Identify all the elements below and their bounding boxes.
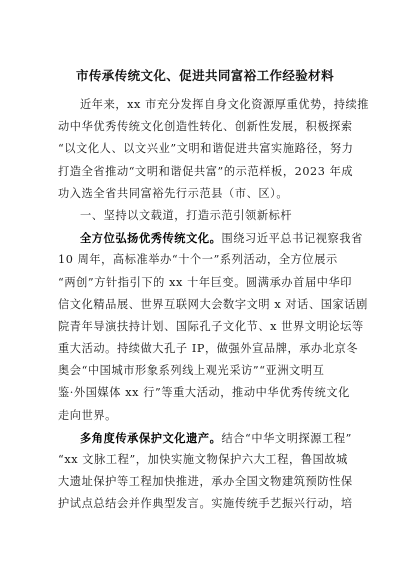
text-line xyxy=(58,360,358,382)
text-line xyxy=(58,205,358,227)
text-line xyxy=(58,427,358,449)
text-line xyxy=(58,116,358,138)
line-text: “以文化人、以文兴业”文明和谐促进共富实施路径，努力 xyxy=(58,142,354,156)
text-line xyxy=(58,316,364,338)
line-text: 近年来，xx 市充分发挥自身文化资源厚重优势，持续推 xyxy=(80,98,370,111)
line-text: 重大活动。持续做大孔子 IP，做强外宣品牌，承办北京冬 xyxy=(58,342,359,356)
text-line xyxy=(58,405,358,427)
text-line xyxy=(58,272,358,294)
text-line xyxy=(58,493,358,515)
text-line xyxy=(58,227,363,249)
line-text: 动中华优秀传统文化创造性转化、创新性发展，积极探索 xyxy=(58,120,353,134)
line-text: 院青年导演扶持计划、国际孔子文化节、x 世界文明论坛等 xyxy=(58,319,364,333)
line-text: 鉴·外国媒体 xx 行”等重大活动，推动中华优秀传统文化 xyxy=(58,386,350,400)
text-line xyxy=(58,471,358,493)
text-line xyxy=(58,94,370,116)
document-title: 市传承传统文化、促进共同富裕工作经验材料 xyxy=(75,68,334,83)
line-text: 护试点总结会并作典型发言。实施传统手艺振兴行动，培 xyxy=(58,497,353,511)
line-text: 大遗址保护等工程加快推进，承办全国文物建筑预防性保 xyxy=(58,475,353,489)
text-line xyxy=(58,449,358,471)
bold-lead-phrase: 多角度传承保护文化遗产。 xyxy=(80,430,222,445)
text-line xyxy=(58,183,358,205)
text-line xyxy=(58,294,368,316)
text-line xyxy=(58,382,358,404)
bold-lead-phrase: 全方位弘扬优秀传统文化。 xyxy=(80,231,222,246)
line-text: 打造全省推动“文明和谐促共富”的示范样板，2023 年成 xyxy=(58,164,354,178)
line-text: “xx 文脉工程”，加快实施文物保护六大工程，鲁国故城 xyxy=(58,453,348,466)
line-text: 功入选全省共同富裕先行示范县（市、区）。 xyxy=(58,186,289,200)
line-text: 10 周年，高标准举办“十个一”系列活动，全方位展示 xyxy=(58,253,338,267)
text-line xyxy=(58,338,358,360)
line-text: 奥会“中国城市形象系列线上观光采访”“亚洲文明互 xyxy=(58,364,325,378)
line-text: 结合“中华文明探源工程” xyxy=(221,431,352,445)
text-line xyxy=(58,161,358,183)
line-text: 围绕习近平总书记视察我省 xyxy=(221,232,363,246)
document-body xyxy=(58,94,370,516)
text-line xyxy=(58,138,358,160)
text-line xyxy=(58,249,358,271)
line-text: “两创”方针指引下的 xx 十年巨变。圆满承办首届中华印 xyxy=(58,275,353,289)
line-text: 信文化精品展、世界互联网大会数字文明 x 对话、国家话剧 xyxy=(58,297,368,311)
line-text: 走向世界。 xyxy=(58,408,117,422)
line-text: 一、坚持以文载道，打造示范引领新标杆 xyxy=(80,208,293,222)
